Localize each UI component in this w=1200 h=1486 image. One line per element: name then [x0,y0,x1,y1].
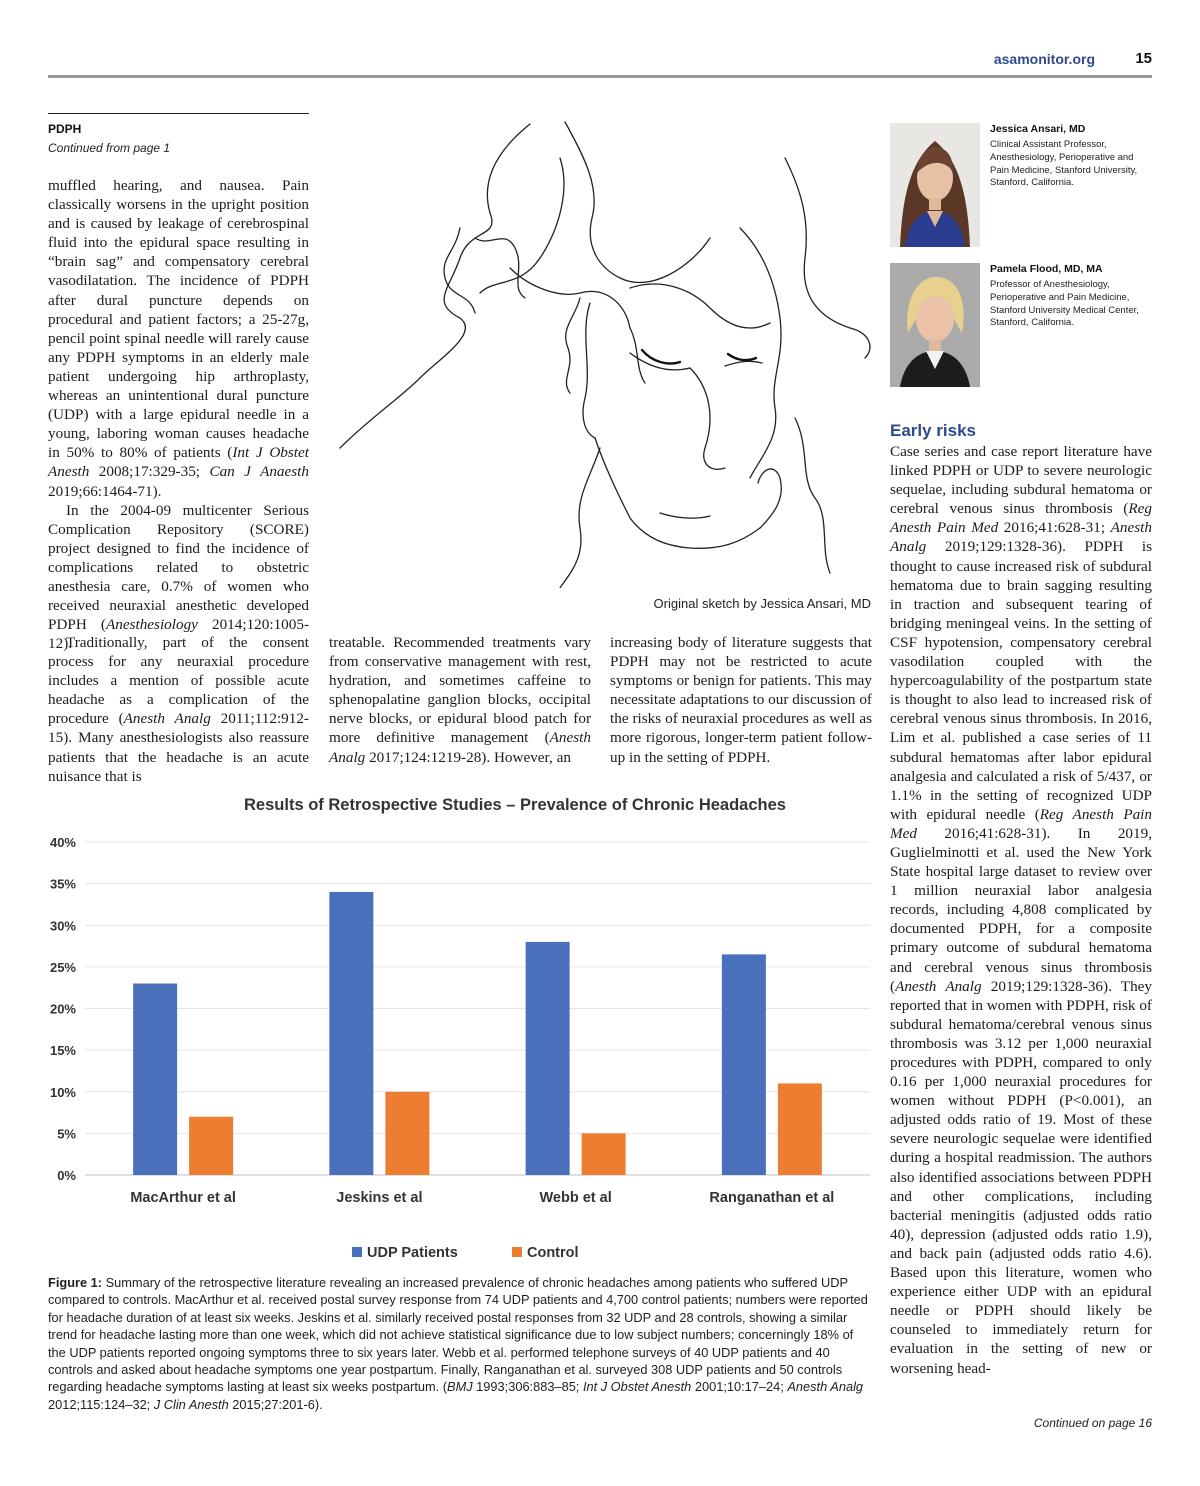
paragraph: treatable. Recommended treatments vary from conservative management with rest, hydration, and sometimes caffeine to sphenopalatine ganglion blocks, occipital nerve blocks, or epidural blood patch for more definitive management (Anesth Analg 2017;124:1219-28). However, an [329,634,591,766]
x-category-label: Webb et al [539,1190,612,1206]
continued-from: Continued from page 1 [48,141,171,155]
bar-udp [722,954,766,1175]
x-category-label: Ranganathan et al [709,1190,835,1206]
bar-udp [526,942,570,1175]
sketch-caption: Original sketch by Jessica Ansari, MD [653,596,871,611]
bar-control [189,1117,233,1175]
y-tick-label: 20% [49,1001,76,1017]
figure-caption: Figure 1: Summary of the retrospective literature revealing an increased prevalence of chronic headaches among patients who suffered UDP compared to controls. MacArthur et al. received postal survey response from 74 UDP patients and 4,700 control patients; numbers were reported for headache duration of at least six weeks. Jeskins et al. similarly received postal responses from 32 UDP and 28 controls, showing a similar trend for headache lasting more than one week, which did not achieve statistical significance due to low subject numbers; concerningly 18% of the UDP patients reported ongoing symptoms three to six years later. Webb et al. performed telephone surveys of 40 UDP patients and 40 controls and asked about headache symptoms one year postpartum. Finally, Ranganathan et al. surveyed 308 UDP patients and 50 controls regarding headache symptoms lasting at least six weeks postpartum. (BMJ 1993;306:883–85; Int J Obstet Anesth 2001;10:17–24; Anesth Analg 2012;115:124–32; J Clin Anesth 2015;27:201-6). [48,1275,868,1412]
continued-on: Continued on page 16 [1033,1416,1152,1430]
paragraph: In the 2004-09 multicenter Serious Complication Repository (SCORE) project designed to find the incidence of complications related to obstetric anesthesia care, 0.7% of women who received neuraxial anesthetic developed PDPH (Anesthesiology 2014;120:1005-12). [48,501,309,653]
x-category-label: Jeskins et al [336,1190,423,1206]
section-rule [48,113,309,114]
legend-label: Control [527,1245,579,1261]
body-column-4 [890,442,1152,1378]
paragraph: Traditionally, part of the consent process for any neuraxial procedure includes a mention of possible acute headache as a complication of the procedure (Anesth Analg 2011;112:912-15). Many anesthesiologists also reassure patients that the headache is an acute nuisance that is [48,634,309,785]
bar-udp [329,892,373,1175]
y-tick-label: 25% [49,959,76,975]
author-affiliation: Clinical Assistant Professor, Anesthesiology, Perioperative and Pain Medicine, Stanford University, Stanford, California. [990,139,1138,189]
author-name: Jessica Ansari, MD [990,123,1086,135]
y-tick-label: 35% [49,876,76,892]
x-category-label: MacArthur et al [130,1190,236,1206]
bar-control [778,1083,822,1175]
paragraph: muffled hearing, and nausea. Pain classically worsens in the upright position and is caused by leakage of cerebrospinal fluid into the epidural space resulting in “brain sag” and compensatory cerebral vasodilatation. The incidence of PDPH after dural puncture depends on procedural and patient factors; a 25-27g, pencil point spinal needle will rarely cause any PDPH symptoms in an elderly male patient undergoing hip arthroplasty, whereas an unintentional dural puncture (UDP) with a large epidural needle in a young, laboring woman causes headache in 50% to 80% of patients (Int J Obstet Anesth 2008;17:329-35; Can J Anaesth 2019;66:1464-71). [48,177,309,500]
section-heading-early-risks: Early risks [890,421,977,440]
y-tick-label: 10% [49,1084,76,1100]
legend-label: UDP Patients [367,1245,458,1261]
bar-udp [133,984,177,1175]
chart-title: Results of Retrospective Studies – Prevalence of Chronic Headaches [244,796,786,814]
page-number: 15 [1135,50,1152,67]
bar-chart [40,785,880,1270]
author-photo-ansari [890,123,980,247]
y-tick-label: 0% [57,1168,76,1183]
paragraph: increasing body of literature suggests that PDPH may not be restricted to acute symptoms or benign for patients. This may necessitate adaptations to our discussion of the risks of neuraxial procedures as well as more rigorous, longer-term patient follow-up in the setting of PDPH. [610,634,872,766]
y-tick-label: 30% [49,918,76,934]
paragraph: Case series and case report literature have linked PDPH or UDP to severe neurologic sequelae, including subdural hematoma or cerebral venous sinus thrombosis (Reg Anesth Pain Med 2016;41:628-31; Anesth Analg 2019;129:1328-36). PDPH is thought to cause increased risk of subdural hematoma due to brain sagging resulting in traction and subsequent tearing of bridging meningeal veins. In the setting of CSF hypotension, compensatory cerebral vasodilation coupled with the hypercoagulability of the postpartum state is thought to also lead to increased risk of cerebral venous sinus thrombosis. In 2016, Lim et al. published a case series of 11 subdural hematomas after labor epidural analgesia and calculated a risk of 5/437, or 1.1% in the setting of recognized UDP with epidural needle (Reg Anesth Pain Med 2016;41:628-31). In 2019, Guglielminotti et al. used the New York State hospital large dataset to review over 1 million neuraxial labor analgesia records, including 4,808 complicated by documented PDPH, for a composite primary outcome of subdural hematoma and cerebral venous sinus thrombosis (Anesth Analg 2019;129:1328-36). They reported that in women with PDPH, risk of subdural hematoma/cerebral venous sinus thrombosis was 3.12 per 1,000 neuraxial procedures with PDPH, compared to only 0.16 per 1,000 neuraxial procedures for women without PDPH (P<0.001), an adjusted odds ratio of 19. Most of these severe neurologic sequelae were identified during a hospital readmission. The authors also identified associations between PDPH and other complications, including bacterial meningitis (adjusted odds ratio 40), depression (adjusted odds ratio 1.9), and back pain (adjusted odds ratio 4.6). Based upon this literature, women who experience either UDP with an epidural needle or PDPH should likely be counseled to immediately return for evaluation in the setting of new or worsening head- [890,443,1152,1377]
y-tick-label: 15% [49,1043,76,1059]
author-name: Pamela Flood, MD, MA [990,263,1103,275]
face-sketch-illustration [330,118,875,588]
header-rule [48,75,1152,78]
body-column-2 [329,633,591,767]
body-column-1-lower [48,633,309,786]
legend-swatch [512,1247,522,1257]
legend-swatch [352,1247,362,1257]
author-affiliation: Professor of Anesthesiology, Perioperative and Pain Medicine, Stanford University Medical Center, Stanford, California. [990,279,1139,329]
bar-control [582,1133,626,1175]
author-photo-flood [890,263,980,387]
body-column-3 [610,633,872,767]
y-tick-label: 40% [49,835,76,850]
bar-control [385,1092,429,1175]
y-tick-label: 5% [57,1126,76,1142]
section-label: PDPH [48,122,82,136]
site-url: asamonitor.org [993,51,1095,67]
body-column-1 [48,176,309,653]
